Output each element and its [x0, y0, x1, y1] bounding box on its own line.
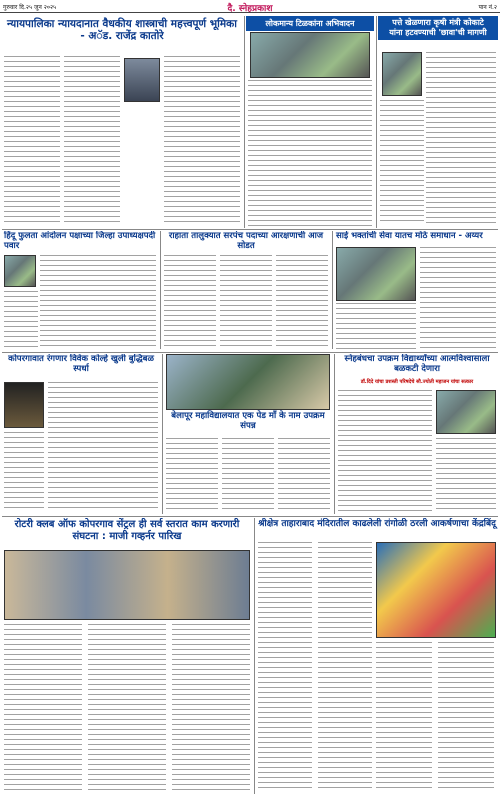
rotary-photo	[4, 550, 250, 620]
article-rangoli	[256, 518, 498, 794]
headline-line-1: पत्ते खेळणारा कृषी मंत्री कोकाटे	[392, 18, 484, 27]
snehbandh-text-2	[436, 438, 496, 512]
headline: कोपरगावात रंगणार विवेक कोल्हे खुली बुद्धिबळ स्पर्धा	[8, 354, 154, 374]
kicker: लोकमान्य टिळकांना अभिवादन	[246, 16, 374, 31]
pawar-text	[40, 255, 156, 349]
belapur-photo	[166, 354, 330, 410]
iyer-photo	[336, 247, 416, 301]
headline: बेलापूर महाविद्यालयात एक पेड माँ के नाम उपक्रम संपन्न	[171, 411, 325, 431]
headline	[378, 16, 498, 40]
iyer-text	[420, 247, 496, 349]
article-sarpanch	[162, 231, 330, 351]
headline: न्यायपालिका न्यायदानात वैधकीय शास्त्राची महत्त्वपूर्ण भूमिका - अॅड. राजेंद्र कातोरे	[7, 18, 237, 43]
snehbandh-text	[338, 390, 432, 512]
belapur-text	[166, 438, 330, 512]
newspaper-title: दै. स्नेहप्रकाश	[227, 4, 273, 13]
rangoli-text	[258, 542, 372, 792]
headline: रोटरी क्लब ऑफ कोपरगाव सेंट्रल ही सर्व स्तरात काम करणारी संघटना : माजी गव्हर्नर पारिख	[14, 519, 240, 542]
article-pawar	[2, 231, 158, 351]
issue-date: गुरुवार दि.२५ जुन २०२५	[3, 4, 57, 11]
article-judiciary	[2, 16, 242, 226]
masthead	[0, 0, 500, 13]
snehbandh-photo	[436, 390, 496, 434]
chess-text-2	[4, 432, 44, 512]
kokate-photo	[382, 52, 422, 96]
headline: श्रीक्षेत्र ताहाराबाद मंदिरातील काढलेली रांगोळी ठरली आकर्षणाचा केंद्रबिंदू	[258, 519, 496, 529]
article-tilak	[246, 16, 374, 228]
headline-line-2: यांना हटवण्याची 'छावा'ची मागणी	[389, 28, 487, 37]
tilak-text	[248, 80, 372, 226]
rotary-text	[4, 624, 250, 792]
article-rotary	[2, 518, 252, 794]
headline: साई भक्तांची सेवा यातच मोठे समाधान - अय्यर	[336, 231, 483, 241]
page-number: पान नं.२	[478, 4, 497, 11]
chess-photo	[4, 382, 44, 428]
article-iyer	[334, 231, 498, 351]
subheadline: डॉ.दिदे यांचा प्रशस्ती परिषदेचे सौ.ज्योती महाजन यांचा सत्कार	[360, 379, 474, 385]
headline: हिंदू फुलता आंदोलन पक्षाच्या जिल्हा उपाध्यक्षपदी पवार	[4, 231, 156, 251]
pawar-text-2	[4, 291, 38, 349]
article-belapur	[164, 354, 332, 514]
tilak-photo	[250, 32, 370, 78]
iyer-text-2	[336, 303, 416, 349]
headline: स्नेहबंधचा उपक्रम विद्यार्थ्यांच्या आत्मविश्वासाला बळकटी देणारा	[344, 354, 490, 374]
chess-text	[48, 382, 158, 512]
article-snehbandh	[336, 354, 498, 514]
pawar-photo	[4, 255, 36, 287]
headline: राहाता तालुक्यात सरपंच पदाच्या आरक्षणाची आज सोडत	[168, 231, 324, 251]
rangoli-text-2	[376, 642, 496, 792]
rangoli-photo	[376, 542, 496, 638]
article-chess	[2, 354, 160, 514]
text-columns	[4, 56, 240, 224]
kokate-text	[426, 52, 496, 224]
article-kokate	[378, 16, 498, 228]
kokate-text-2	[380, 100, 424, 224]
sarpanch-text	[164, 255, 328, 349]
